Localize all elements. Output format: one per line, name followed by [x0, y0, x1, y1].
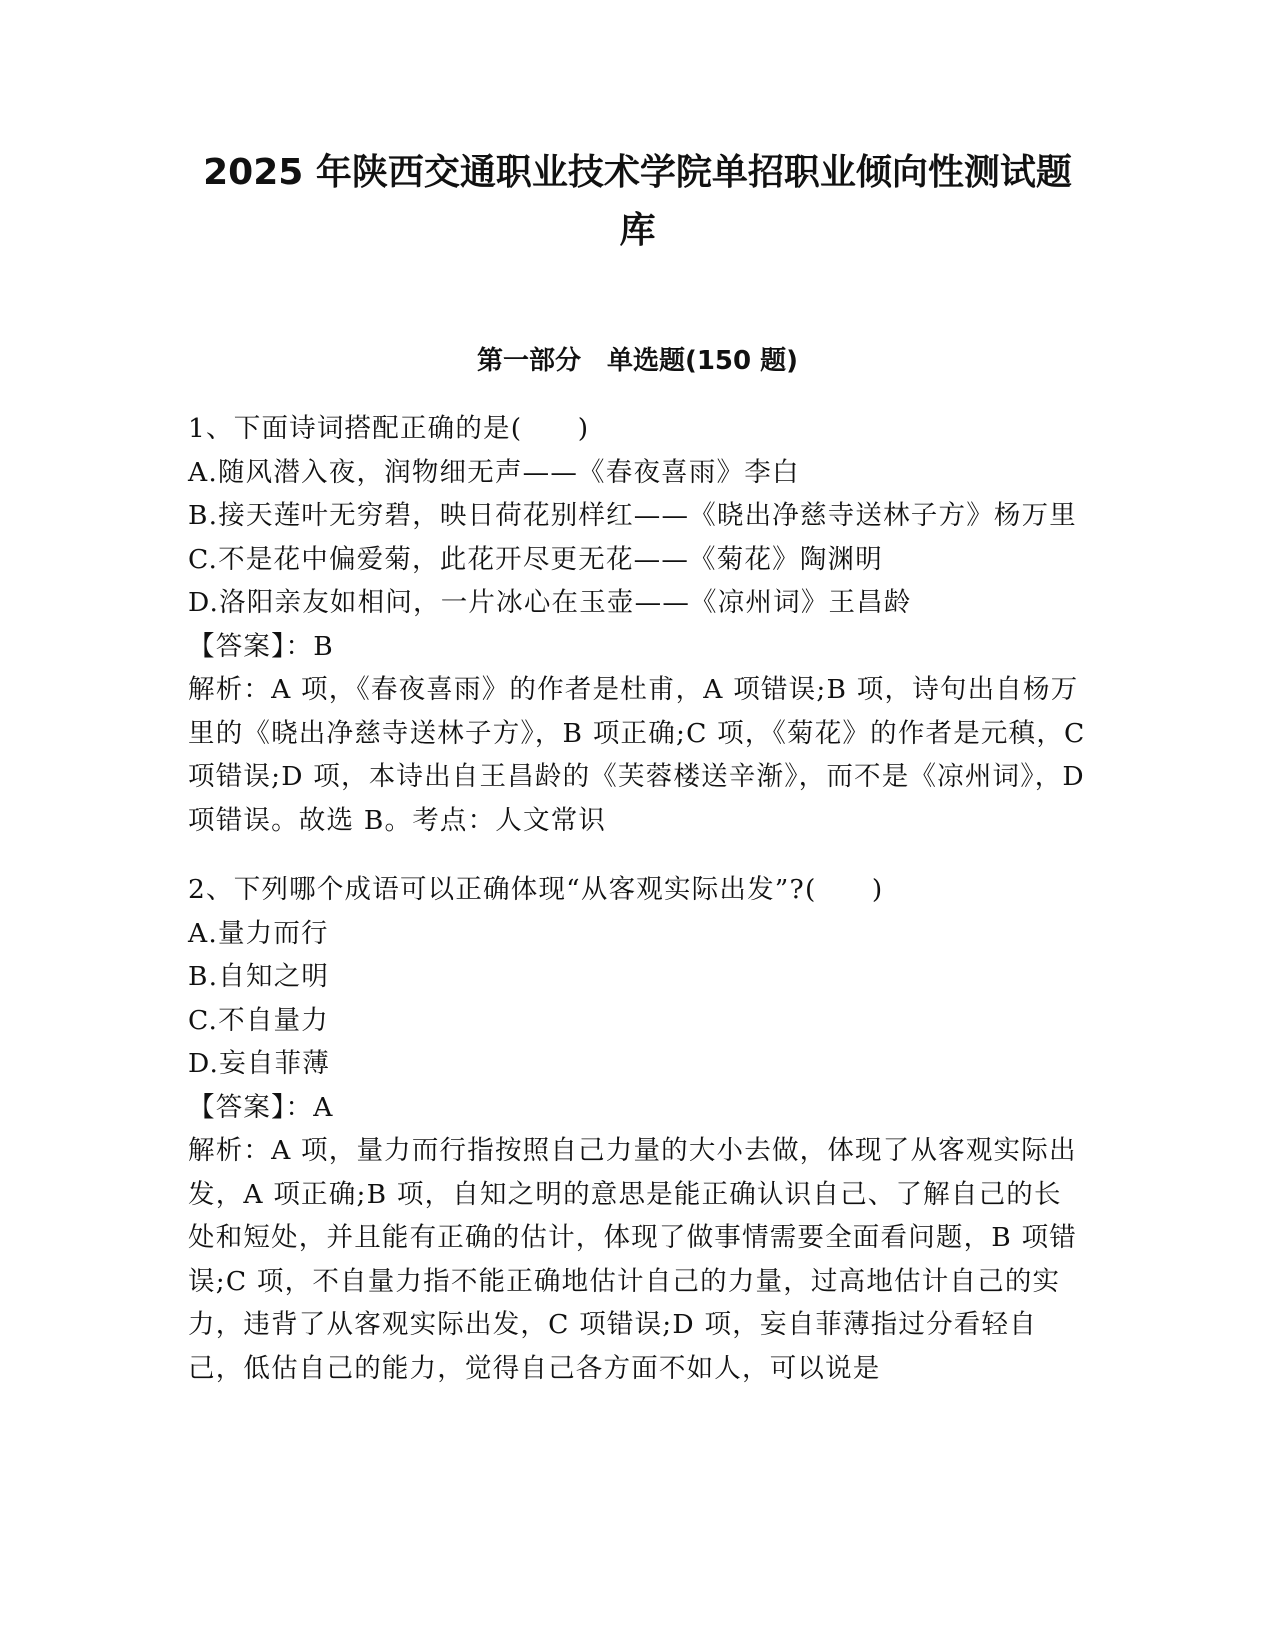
option-a: A.随风潜入夜，润物细无声——《春夜喜雨》李白: [188, 456, 800, 488]
document-title-line-1: 2025 年陕西交通职业技术学院单招职业倾向性测试题: [203, 152, 1072, 193]
option-c: C.不自量力: [188, 1004, 329, 1036]
question-item: [188, 868, 1088, 1390]
document-title-line-2: 库: [619, 210, 656, 251]
option-d: D.洛阳亲友如相问，一片冰心在玉壶——《凉州词》王昌龄: [188, 587, 912, 618]
analysis-text: 解析：A 项，《春夜喜雨》的作者是杜甫，A 项错误;B 项，诗句出自杨万里的《晓出净慈寺送林子方》，B 项正确;C 项，《菊花》的作者是元稹，C 项错误;D 项，本诗出自王昌龄的《芙蓉楼送辛渐》，而不是《凉州词》，D 项错误。故选 B。考点：人文常识: [188, 674, 1086, 836]
option-a: A.量力而行: [188, 917, 329, 949]
question-list: [188, 407, 1088, 1390]
option-b: B.接天莲叶无穷碧，映日荷花别样红——《晓出净慈寺送林子方》杨万里: [188, 500, 1077, 531]
option-b: B.自知之明: [188, 961, 330, 992]
section-heading: 第一部分 单选题(150 题): [476, 346, 799, 376]
question-stem: 2、下列哪个成语可以正确体现“从客观实际出发”?( ): [188, 874, 884, 905]
document-title: [160, 144, 1115, 260]
question-stem: 1、下面诗词搭配正确的是( ): [188, 413, 590, 444]
option-c: C.不是花中偏爱菊，此花开尽更无花——《菊花》陶渊明: [188, 543, 883, 575]
answer-line: 【答案】：B: [188, 630, 334, 662]
analysis-text: 解析：A 项，量力而行指按照自己力量的大小去做，体现了从客观实际出发，A 项正确;B 项，自知之明的意思是能正确认识自己、了解自己的长处和短处，并且能有正确的估计，体现了做事情需要全面看问题，B 项错误;C 项，不自量力指不能正确地估计自己的力量，过高地估计自己的实力，违背了从客观实际出发，C 项错误;D 项，妄自菲薄指过分看轻自己，低估自己的能力，觉得自己各方面不如人，可以说是: [188, 1135, 1077, 1384]
question-item: [188, 407, 1088, 842]
option-d: D.妄自菲薄: [188, 1048, 330, 1079]
answer-line: 【答案】：A: [188, 1091, 334, 1123]
